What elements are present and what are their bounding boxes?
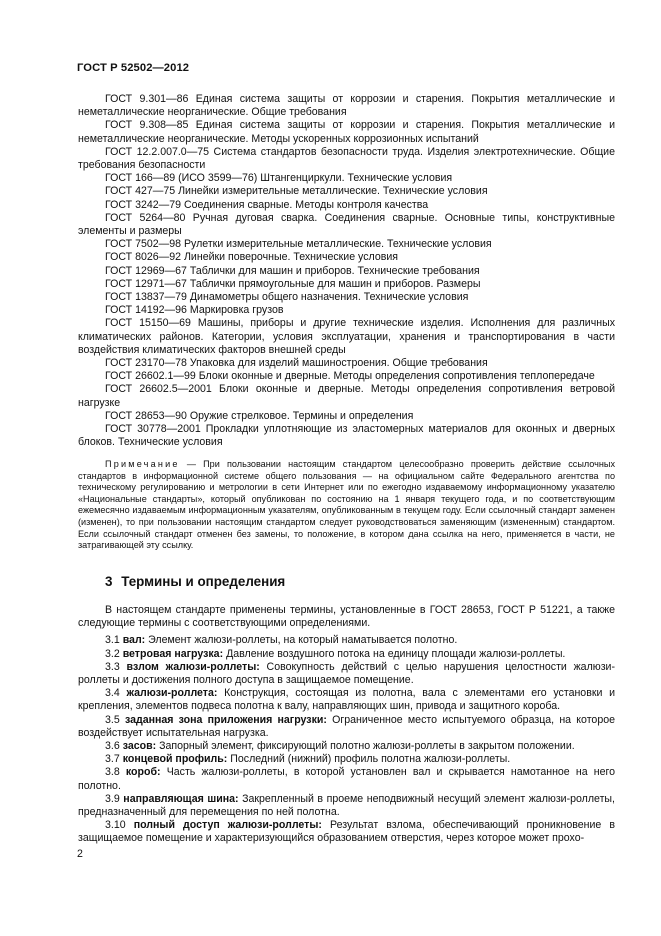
reference-item: ГОСТ 7502—98 Рулетки измерительные металлические. Технические условия	[105, 238, 492, 251]
term-number: 3.5	[105, 713, 120, 726]
reference-item: ГОСТ 14192—96 Маркировка грузов	[105, 304, 284, 317]
term-item	[78, 661, 615, 687]
reference-item: ГОСТ 427—75 Линейки измерительные металлические. Технические условия	[105, 185, 488, 198]
reference-item: ГОСТ 26602.1—99 Блоки оконные и дверные. Методы определения сопротивления теплопередаче	[105, 370, 595, 383]
reference-item: ГОСТ 5264—80 Ручная дуговая сварка. Соединения сварные. Основные типы, конструктивные элементы и размеры	[78, 211, 615, 238]
term-name: направляющая шина:	[123, 792, 239, 805]
term-name: ветровая нагрузка:	[122, 647, 224, 660]
terms-list	[78, 604, 615, 846]
reference-item: ГОСТ 30778—2001 Прокладки уплотняющие из эластомерных материалов для оконных и дверных блоков. Технические условия	[78, 423, 615, 449]
term-number: 3.1	[105, 634, 120, 647]
term-definition: Часть жалюзи-роллеты, в которой установлен вал и скрывается намотанное на него полотно.	[78, 766, 615, 792]
term-number: 3.7	[105, 753, 120, 766]
note-paragraph	[78, 459, 615, 552]
reference-item: ГОСТ 166—89 (ИСО 3599—76) Штангенциркули. Технические условия	[105, 172, 453, 185]
term-item	[78, 766, 615, 792]
term-definition: Запорный элемент, фиксирующий полотно жалюзи-роллеты в закрытом положении.	[159, 740, 575, 753]
reference-item: ГОСТ 3242—79 Соединения сварные. Методы контроля качества	[105, 198, 429, 211]
page-number: 2	[77, 848, 83, 860]
term-name: концевой профиль:	[122, 753, 228, 766]
reference-item: ГОСТ 9.301—86 Единая система защиты от коррозии и старения. Покрытия металлические и неметаллические неорганические. Общие требования	[78, 93, 615, 119]
note-label: Примечание	[105, 459, 180, 469]
term-item	[78, 634, 615, 647]
reference-item: ГОСТ 23170—78 Упаковка для изделий машиностроения. Общие требования	[105, 357, 488, 370]
note-text: — При пользовании настоящим стандартом целесообразно проверить действие ссылочных стандартов в информационной системе общего пользования — на официальном сайте Федерального агентства по техническому регулированию и метрологии в сети Интернет или по ежегодно издаваемому информационному указателю «Национальные стандарты», который опубликован по состоянию на 1 января текущего года, и по соответствующим ежемесячно издаваемым информационным указателям, опубликованным в текущем году. Если ссылочный стандарт заменен (изменен), то при пользовании настоящим стандартом следует руководствоваться заменяющим (измененным) стандартом. Если ссылочный стандарт отменен без замены, то положение, в котором дана ссылка на него, применяется в части, не затрагивающей эту ссылку.	[78, 459, 616, 551]
reference-item: ГОСТ 28653—90 Оружие стрелковое. Термины и определения	[105, 409, 414, 422]
term-definition: Закрепленный в проеме неподвижный несущий элемент жалюзи-роллеты, предназначенный для перемещения по ней полотна.	[78, 792, 615, 819]
section-heading	[105, 574, 285, 589]
reference-item: ГОСТ 13837—79 Динамометры общего назначения. Технические условия	[105, 291, 469, 304]
term-name: короб:	[125, 766, 161, 779]
term-definition: Последний (нижний) профиль полотна жалюзи-роллеты.	[230, 753, 511, 766]
intro-paragraph: В настоящем стандарте применены термины, установленные в ГОСТ 28653, ГОСТ Р 51221, а также следующие термины с соответствующими определениями.	[78, 604, 615, 630]
section-title: Термины и определения	[121, 574, 286, 589]
term-number: 3.2	[105, 647, 120, 660]
term-item	[78, 793, 615, 819]
term-item	[78, 648, 615, 661]
term-name: жалюзи-роллета:	[126, 687, 218, 700]
term-name: вал:	[122, 634, 146, 647]
term-definition: Конструкция, состоящая из полотна, вала с элементами его установки и крепления, элементов подвеса полотна к валу, направляющих шин, привода и защитного короба.	[78, 687, 615, 713]
term-item	[78, 687, 615, 713]
reference-item: ГОСТ 9.308—85 Единая система защиты от коррозии и старения. Покрытия металлические и неметаллические неорганические. Методы ускоренных коррозионных испытаний	[78, 119, 615, 145]
term-definition: Элемент жалюзи-роллеты, на который наматывается полотно.	[148, 634, 458, 647]
term-name: взлом жалюзи-роллеты:	[126, 660, 260, 673]
term-item	[78, 740, 615, 753]
reference-list	[78, 93, 615, 449]
term-name: засов:	[122, 740, 157, 753]
term-item	[78, 714, 615, 740]
term-number: 3.9	[105, 792, 120, 805]
term-number: 3.8	[105, 766, 120, 779]
term-name: заданная зона приложения нагрузки:	[124, 713, 327, 726]
reference-item: ГОСТ 12969—67 Таблички для машин и приборов. Технические требования	[105, 264, 480, 277]
reference-item: ГОСТ 12971—67 Таблички прямоугольные для машин и приборов. Размеры	[105, 277, 481, 290]
section-number: 3	[105, 574, 113, 589]
term-definition: Давление воздушного потока на единицу площади жалюзи-роллеты.	[226, 647, 566, 660]
document-header: ГОСТ Р 52502—2012	[77, 62, 190, 74]
term-number: 3.10	[105, 819, 126, 832]
reference-item: ГОСТ 26602.5—2001 Блоки оконные и дверные. Методы определения сопротивления ветровой нагрузке	[78, 383, 615, 409]
term-number: 3.4	[105, 687, 120, 700]
term-name: полный доступ жалюзи-роллеты:	[133, 819, 322, 832]
term-number: 3.3	[105, 660, 120, 673]
term-item	[78, 753, 615, 766]
term-definition: Ограниченное место испытуемого образца, на которое воздействует испытательная нагрузка.	[78, 713, 615, 739]
term-item	[78, 819, 615, 845]
reference-item: ГОСТ 12.2.007.0—75 Система стандартов безопасности труда. Изделия электротехнические. Общие требования безопасности	[78, 145, 615, 172]
term-definition: Совокупность действий с целью нарушения целостности жалюзи-роллеты и достижения полного доступа в защищаемое помещение.	[78, 660, 615, 687]
reference-item: ГОСТ 15150—69 Машины, приборы и другие технические изделия. Исполнения для различных климатических районов. Категории, условия эксплуатации, хранения и транспортирования в части воздействия климатических факторов внешней среды	[78, 317, 615, 356]
term-number: 3.6	[105, 740, 120, 753]
reference-item: ГОСТ 8026—92 Линейки поверочные. Технические условия	[105, 251, 398, 264]
term-definition: Результат взлома, обеспечивающий проникновение в защищаемое помещение и характеризующийся образованием отверстия, через которое может прохо-	[78, 819, 615, 845]
